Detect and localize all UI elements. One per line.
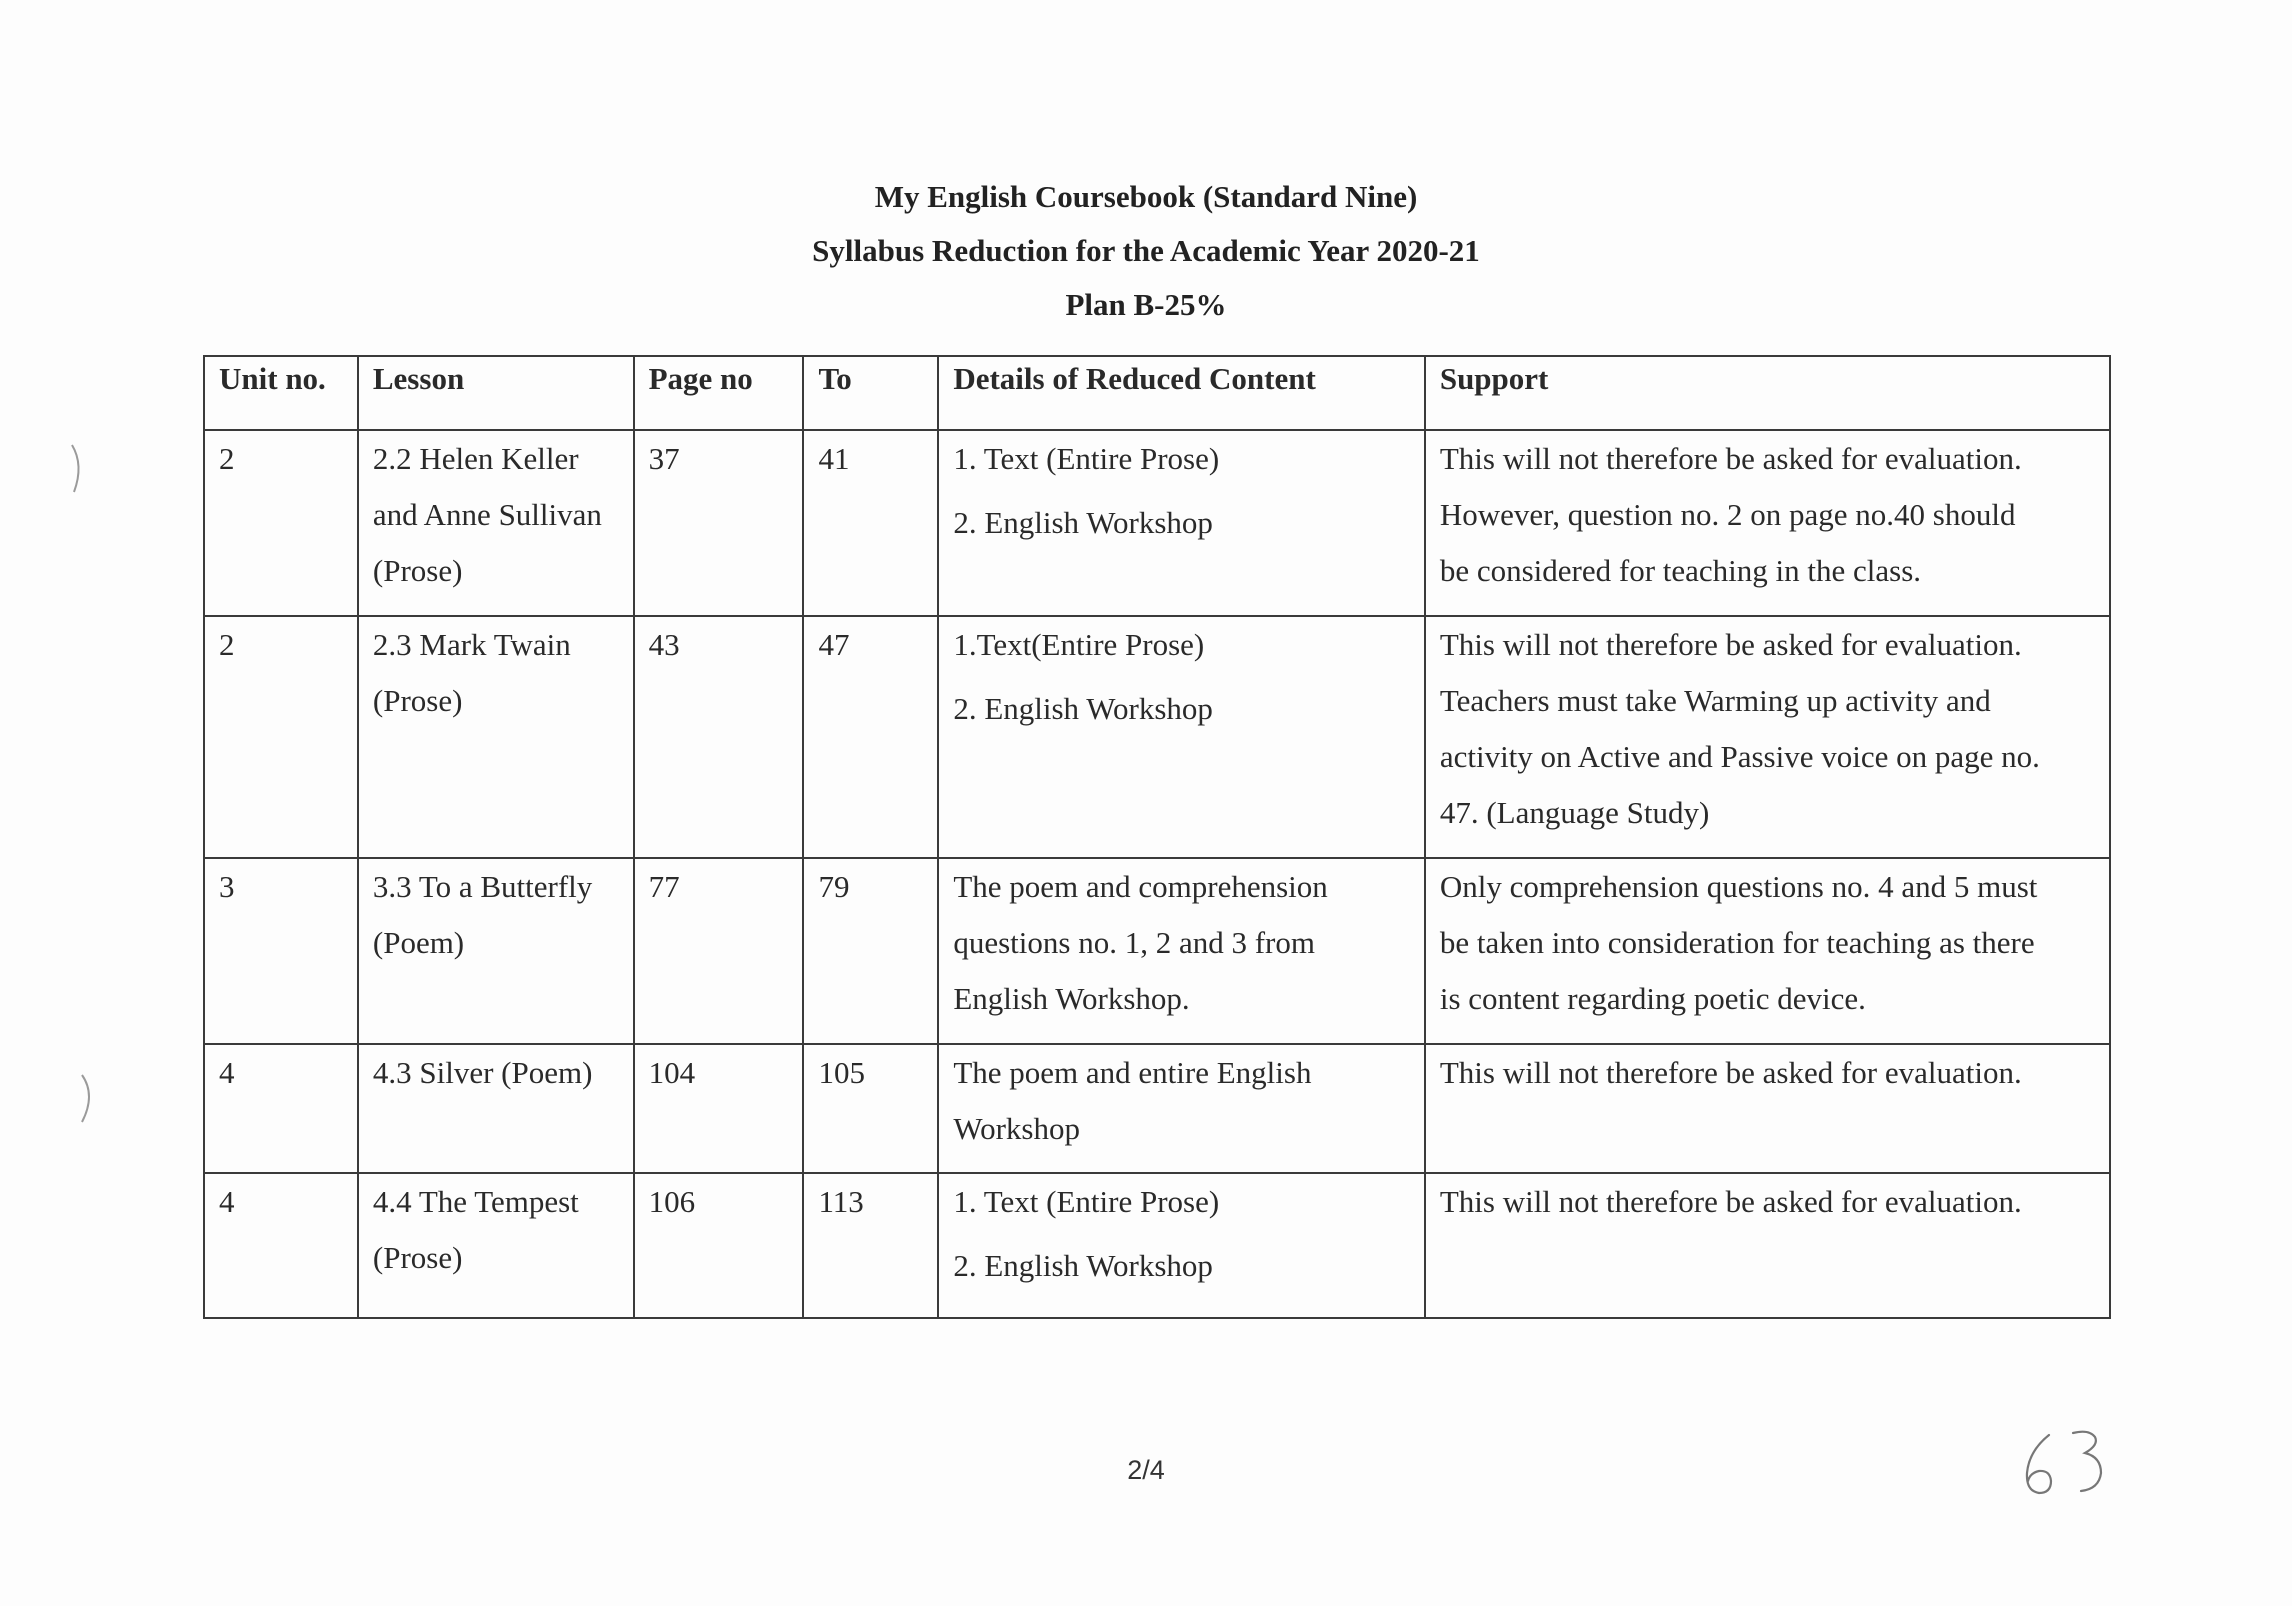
unit-cell: 2 (204, 430, 358, 616)
support-line: is content regarding poetic device. (1439, 981, 1866, 1016)
detail-item: 2. English Workshop (953, 691, 1213, 726)
lesson-cell (358, 858, 634, 1044)
table-row (204, 1173, 2110, 1318)
page-cell: 106 (634, 1173, 804, 1318)
to-cell: 79 (803, 858, 938, 1044)
support-cell (1425, 858, 2110, 1044)
page-cell: 37 (634, 430, 804, 616)
lesson-line: (Prose) (372, 683, 463, 718)
support-line: However, question no. 2 on page no.40 should (1439, 497, 2016, 532)
page-cell: 77 (634, 858, 804, 1044)
lesson-line: 2.3 Mark Twain (372, 627, 571, 662)
detail-item: 1.Text(Entire Prose) (953, 627, 1205, 662)
plan-label: Plan B-25% (1065, 287, 1227, 322)
lesson-line: 3.3 To a Butterfly (372, 869, 593, 904)
handwritten-page-note (2015, 1425, 2125, 1505)
document-title-block (0, 170, 2292, 332)
details-cell (938, 1044, 1425, 1173)
support-line: This will not therefore be asked for evaluation. (1439, 1055, 2022, 1090)
lesson-line: (Prose) (372, 1240, 463, 1275)
document-subtitle: Syllabus Reduction for the Academic Year 2020-21 (812, 233, 1480, 268)
lesson-line: and Anne Sullivan (372, 497, 602, 532)
lesson-line: (Poem) (372, 925, 465, 960)
detail-line: The poem and comprehension (953, 869, 1328, 904)
lesson-line: (Prose) (372, 553, 463, 588)
support-line: This will not therefore be asked for evaluation. (1439, 441, 2022, 476)
unit-cell: 4 (204, 1173, 358, 1318)
detail-item: 1. Text (Entire Prose) (953, 1184, 1220, 1219)
header-lesson: Lesson (358, 356, 634, 430)
lesson-line: 4.4 The Tempest (372, 1184, 579, 1219)
to-cell: 47 (803, 616, 938, 858)
lesson-cell (358, 430, 634, 616)
page-cell: 43 (634, 616, 804, 858)
support-line: be taken into consideration for teaching as there (1439, 925, 2035, 960)
detail-item: 2. English Workshop (953, 1248, 1213, 1283)
detail-item: 2. English Workshop (953, 505, 1213, 540)
page-cell: 104 (634, 1044, 804, 1173)
support-line: 47. (Language Study) (1439, 795, 1710, 830)
support-line: This will not therefore be asked for evaluation. (1439, 627, 2022, 662)
lesson-cell (358, 1044, 634, 1173)
support-cell (1425, 430, 2110, 616)
table-row (204, 616, 2110, 858)
header-support: Support (1425, 356, 2110, 430)
lesson-cell (358, 616, 634, 858)
lesson-cell (358, 1173, 634, 1318)
page-number: 2/4 (1127, 1455, 1165, 1485)
margin-bracket-mark (72, 1070, 102, 1130)
support-line: be considered for teaching in the class. (1439, 553, 1922, 588)
support-line: activity on Active and Passive voice on page no. (1439, 739, 2040, 774)
details-cell (938, 430, 1425, 616)
to-cell: 41 (803, 430, 938, 616)
unit-cell: 4 (204, 1044, 358, 1173)
to-cell: 105 (803, 1044, 938, 1173)
syllabus-reduction-table (203, 355, 2111, 1319)
table-row (204, 1044, 2110, 1173)
table-row (204, 430, 2110, 616)
margin-bracket-mark (62, 440, 92, 500)
detail-line: The poem and entire English (953, 1055, 1312, 1090)
support-cell (1425, 1044, 2110, 1173)
table-header-row (204, 356, 2110, 430)
support-line: Teachers must take Warming up activity and (1439, 683, 1991, 718)
lesson-line: 4.3 Silver (Poem) (372, 1055, 593, 1090)
detail-line: Workshop (953, 1111, 1080, 1146)
detail-line: English Workshop. (953, 981, 1190, 1016)
table-row (204, 858, 2110, 1044)
unit-cell: 2 (204, 616, 358, 858)
header-unit: Unit no. (204, 356, 358, 430)
document-title: My English Coursebook (Standard Nine) (874, 179, 1418, 214)
unit-cell: 3 (204, 858, 358, 1044)
details-cell (938, 858, 1425, 1044)
support-line: This will not therefore be asked for evaluation. (1439, 1184, 2022, 1219)
lesson-line: 2.2 Helen Keller (372, 441, 579, 476)
support-line: Only comprehension questions no. 4 and 5 must (1439, 869, 2038, 904)
detail-item: 1. Text (Entire Prose) (953, 441, 1220, 476)
detail-line: questions no. 1, 2 and 3 from (953, 925, 1315, 960)
header-details: Details of Reduced Content (938, 356, 1425, 430)
support-cell (1425, 1173, 2110, 1318)
details-cell (938, 1173, 1425, 1318)
support-cell (1425, 616, 2110, 858)
to-cell: 113 (803, 1173, 938, 1318)
header-to: To (803, 356, 938, 430)
details-cell (938, 616, 1425, 858)
header-page: Page no (634, 356, 804, 430)
